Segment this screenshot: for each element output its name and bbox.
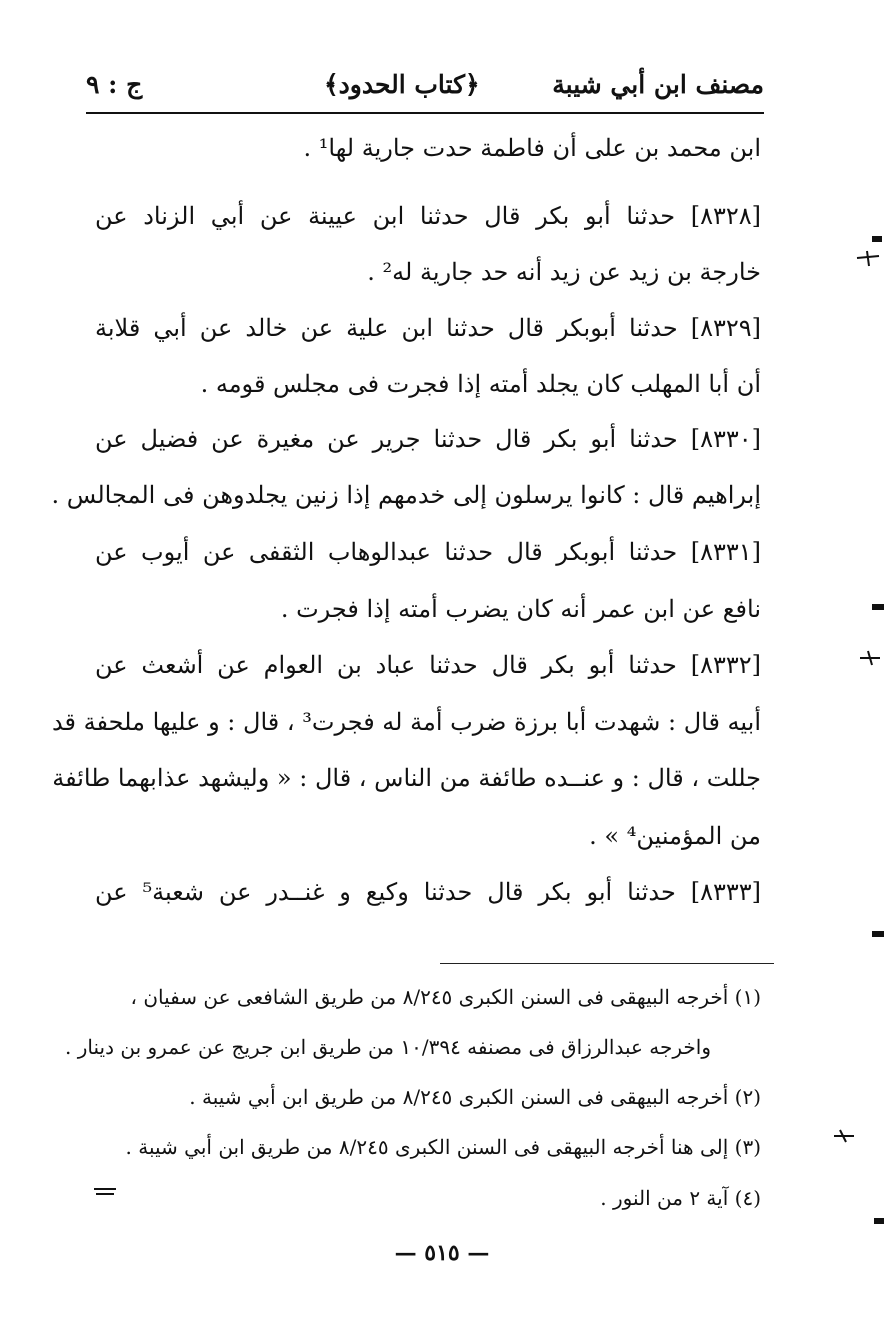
- text-line: من المؤمنين⁴ » .: [589, 822, 761, 850]
- running-header: [86, 62, 764, 112]
- text-line: ابن محمد بن على أن فاطمة حدت جارية لها¹ .: [303, 134, 761, 162]
- scan-mark: [832, 1126, 856, 1146]
- footnote-rule: [440, 963, 774, 964]
- hadith-8332-line: [٨٣٣٢] حدثنا أبو بكر قال حدثنا عباد بن العوام عن أشعث عن: [95, 651, 761, 679]
- scan-mark: [874, 1218, 884, 1224]
- hadith-8331-line: [٨٣٣١] حدثنا أبوبكر قال حدثنا عبدالوهاب الثقفى عن أيوب عن: [95, 538, 761, 566]
- scan-mark: [94, 1188, 116, 1190]
- hadith-8330-line: [٨٣٣٠] حدثنا أبو بكر قال حدثنا جرير عن مغيرة عن فضيل عن: [95, 425, 761, 453]
- footnote-2: (٢) أخرجه البيهقى فى السنن الكبرى ٨/٢٤٥ من طريق ابن أبي شيبة .: [189, 1085, 761, 1109]
- footnote-4: (٤) آية ٢ من النور .: [600, 1186, 761, 1210]
- header-rule: [86, 112, 764, 114]
- scan-mark: [96, 1193, 114, 1195]
- text-line: جللت ، قال : و عنــده طائفة من الناس ، قال : « وليشهد عذابهما طائفة: [52, 764, 761, 792]
- footnote-1-continued: واخرجه عبدالرزاق فى مصنفه ١٠/٣٩٤ من طريق ابن جريج عن عمرو بن دينار .: [65, 1035, 711, 1059]
- hadith-8328-line: [٨٣٢٨] حدثنا أبو بكر قال حدثنا ابن عيينة عن أبي الزناد عن: [95, 202, 761, 230]
- chapter-title: ﴿كتاب الحدود﴾: [324, 70, 480, 99]
- text-line: خارجة بن زيد عن زيد أنه حد جارية له² .: [367, 258, 761, 286]
- footnote-3: (٣) إلى هنا أخرجه البيهقى فى السنن الكبرى ٨/٢٤٥ من طريق ابن أبي شيبة .: [125, 1135, 761, 1159]
- scan-mark: [872, 931, 884, 937]
- text-line: نافع عن ابن عمر أنه كان يضرب أمته إذا فجرت .: [280, 595, 761, 623]
- scan-mark: [858, 648, 882, 668]
- hadith-8329-line: [٨٣٢٩] حدثنا أبوبكر قال حدثنا ابن علية عن خالد عن أبي قلابة: [95, 314, 761, 342]
- text-line: أن أبا المهلب كان يجلد أمته إذا فجرت فى مجلس قومه .: [200, 370, 761, 398]
- text-line: إبراهيم قال : كانوا يرسلون إلى خدمهم إذا زنين يجلدوهن فى المجالس .: [51, 481, 761, 509]
- text-line: أبيه قال : شهدت أبا برزة ضرب أمة له فجرت³ ، قال : و عليها ملحفة قد: [51, 708, 761, 736]
- hadith-8333-line: [٨٣٣٣] حدثنا أبو بكر قال حدثنا وكيع و غنــدر عن شعبة⁵ عن: [95, 878, 762, 906]
- book-title: مصنف ابن أبي شيبة: [552, 70, 764, 99]
- page-number: — ٥١٥ —: [394, 1240, 490, 1266]
- footnote-1: (١) أخرجه البيهقى فى السنن الكبرى ٨/٢٤٥ من طريق الشافعى عن سفيان ،: [130, 985, 761, 1009]
- volume-number: ج : ٩: [86, 70, 143, 99]
- scan-mark: [872, 236, 882, 242]
- scan-mark: [855, 248, 881, 268]
- scan-mark: [872, 604, 884, 610]
